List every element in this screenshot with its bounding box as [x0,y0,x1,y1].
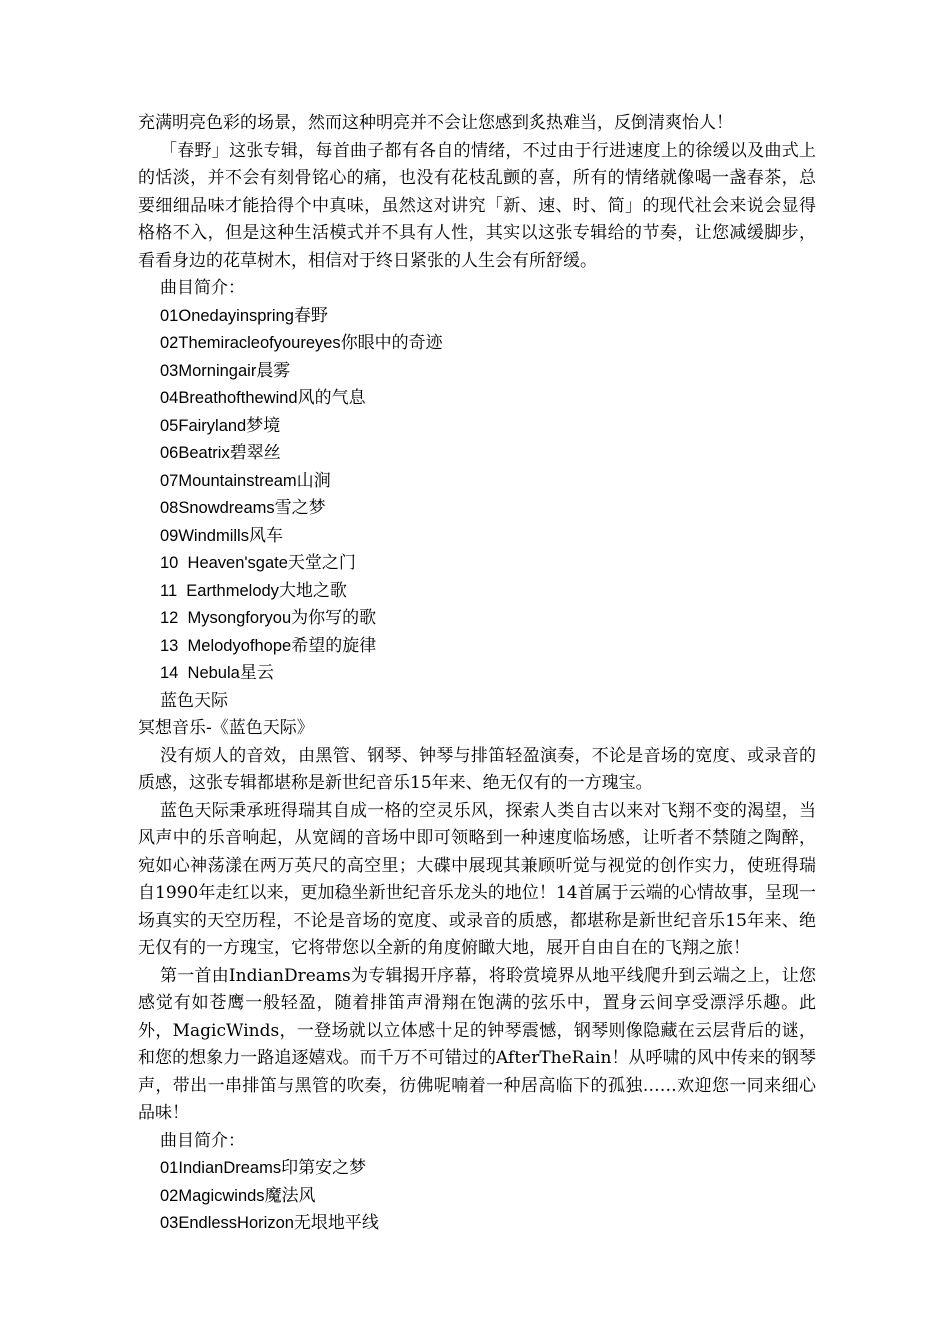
tracklist-heading-2: 曲目简介： [160,1130,245,1151]
track-item: 01Onedayinspring春野 [160,305,328,326]
track-item: 02Themiracleofyoureyes你眼中的奇迹 [160,333,443,353]
track-item: 10 Heaven'sgate天堂之门 [160,553,356,573]
track-item: 03Morningair晨雾 [160,360,291,381]
intro-paragraph: 「春野」这张专辑，每首曲子都有各自的情绪，不过由于行进速度上的徐缓以及曲式上的恬淡，并不会有刻骨铭心的痛，也没有花枝乱颤的喜，所有的情绪就像喝一盏春茶，总要细细品味才能拾得个中真味，虽然这对讲究「新、速、时、简」的现代社会来说会显得格格不入，但是这种生活模式并不具有人性，其实以这张专辑给的节奏，让您减缓脚步，看看身边的花草树木，相信对于终日紧张的人生会有所舒缓。 [138,140,816,271]
track-item: 08Snowdreams雪之梦 [160,498,326,518]
track-item: 01IndianDreams印第安之梦 [160,1158,367,1178]
tracklist-heading-1: 曲目简介： [160,278,245,298]
intro-line: 充满明亮色彩的场景，然而这种明亮并不会让您感到炙热难当，反倒清爽怡人！ [138,113,733,133]
album-paragraph-2: 蓝色天际秉承班得瑞其自成一格的空灵乐风，探索人类自古以来对飞翔不变的渴望，当风声中的乐音响起，从宽阔的音场中即可领略到一种速度临场感，让听者不禁随之陶醉，宛如心神荡漾在两万英尺的高空里；大碟中展现其兼顾听觉与视觉的创作实力，使班得瑞自1990年走红以来，更加稳坐新世纪音乐龙头的地位！14首属于云端的心情故事，呈现一场真实的天空历程，不论是音场的宽度、或录音的质感，都堪称是新世纪音乐15年来、绝无仅有的一方瑰宝，它将带您以全新的角度俯瞰大地，展开自由自在的飞翔之旅！ [138,800,816,958]
track-item: 11 Earthmelody大地之歌 [160,580,347,601]
track-item: 12 Mysongforyou为你写的歌 [160,608,377,628]
track-item: 03EndlessHorizon无垠地平线 [160,1213,379,1233]
track-item: 05Fairyland梦境 [160,415,281,436]
track-item: 14 Nebula星云 [160,663,274,683]
album-name: 蓝色天际 [160,690,228,711]
tracklist-1 [138,303,816,688]
document-page [138,110,816,1238]
track-item: 07Mountainstream山涧 [160,470,331,491]
album-paragraph-3: 第一首由IndianDreams为专辑揭开序幕，将聆赏境界从地平线爬升到云端之上，让您感觉有如苍鹰一般轻盈，随着排笛声滑翔在饱满的弦乐中，置身云间享受漂浮乐趣。此外，MagicWinds，一登场就以立体感十足的钟琴震憾，钢琴则像隐藏在云层背后的谜，和您的想象力一路追逐嬉戏。而千万不可错过的AfterTheRain！从呼啸的风中传来的钢琴声，带出一串排笛与黑管的吹奏，彷佛呢喃着一种居高临下的孤独……欢迎您一同来细心品味！ [138,965,816,1123]
track-item: 02Magicwinds魔法风 [160,1185,316,1206]
album-paragraph-1: 没有烦人的音效，由黑管、钢琴、钟琴与排笛轻盈演奏，不论是音场的宽度、或录音的质感，这张专辑都堪称是新世纪音乐15年来、绝无仅有的一方瑰宝。 [138,745,816,793]
album-title: 冥想音乐-《蓝色天际》 [138,718,314,738]
track-item: 13 Melodyofhope希望的旋律 [160,635,377,656]
track-item: 04Breathofthewind风的气息 [160,388,366,408]
tracklist-2 [138,1155,816,1238]
track-item: 09Windmills风车 [160,525,283,546]
track-item: 06Beatrix碧翠丝 [160,443,281,463]
